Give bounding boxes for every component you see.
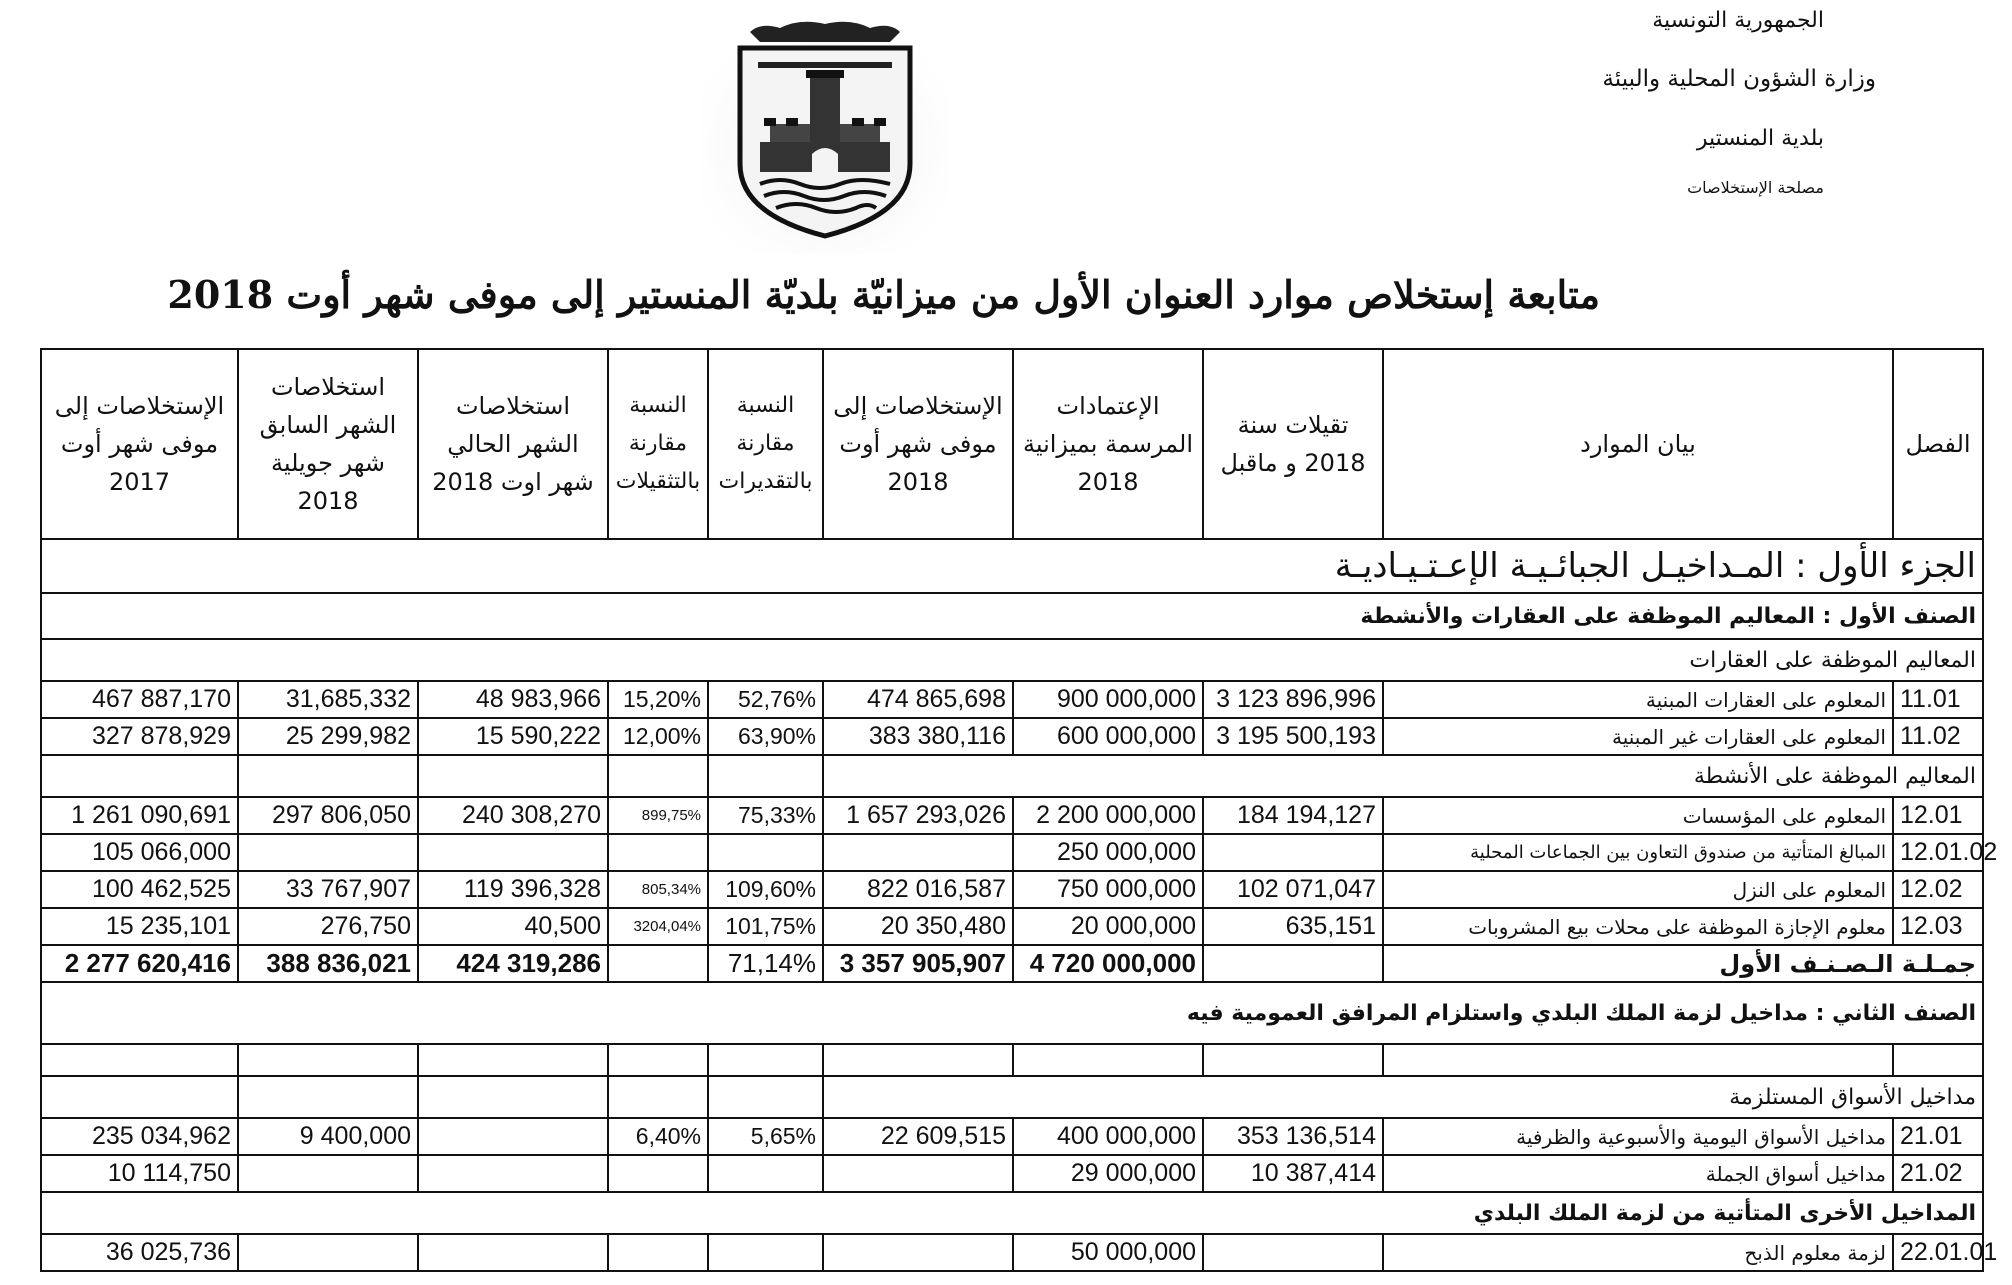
cell-appropriations: 600 000,000 [1013, 718, 1203, 755]
cell-previous-month: 9 400,000 [238, 1118, 418, 1155]
cell-current-month [418, 1155, 608, 1192]
category-one-heading: الصنف الأول : المعاليم الموظفة على العقارات والأنشطة [41, 593, 1983, 639]
table-header-row [41, 349, 1983, 539]
cell-description: مداخيل أسواق الجملة [1383, 1155, 1893, 1192]
col-previous-month: استخلاصات الشهر السابق شهر جويلية 2018 [238, 349, 418, 539]
cell-collected [823, 1234, 1013, 1271]
col-chapter: الفصل [1893, 349, 1983, 539]
col-appropriations: الإعتمادات المرسمة بميزانية 2018 [1013, 349, 1203, 539]
table-row [41, 1155, 1983, 1192]
header-ministry: وزارة الشؤون المحلية والبيئة [1602, 66, 1876, 92]
subsection-activities-heading: المعاليم الموظفة على الأنشطة [823, 755, 1983, 797]
blank-row [41, 1044, 1983, 1076]
cell-arrears: 102 071,047 [1203, 871, 1383, 908]
cell-previous-month [238, 1155, 418, 1192]
cell-collected: 822 016,587 [823, 871, 1013, 908]
cell-collected: 20 350,480 [823, 908, 1013, 945]
cell-total-current-month: 424 319,286 [418, 945, 608, 982]
cell-collected [823, 834, 1013, 871]
subsection-property-heading: المعاليم الموظفة على العقارات [41, 639, 1983, 681]
cell-ratio-arrears: 805,34% [608, 871, 708, 908]
cell-2017: 1 261 090,691 [41, 797, 238, 834]
cell-appropriations: 750 000,000 [1013, 871, 1203, 908]
cell-appropriations: 20 000,000 [1013, 908, 1203, 945]
cell-appropriations: 29 000,000 [1013, 1155, 1203, 1192]
cell-ratio-estimates [708, 1155, 823, 1192]
cell-description: معلوم الإجازة الموظفة على محلات بيع المشروبات [1383, 908, 1893, 945]
cell-previous-month [238, 834, 418, 871]
cell-code: 11.01 [1893, 681, 1983, 718]
col-ratio-arrears: النسبة مقارنة بالتثقيلات [608, 349, 708, 539]
cell-description: مداخيل الأسواق اليومية والأسبوعية والظرفية [1383, 1118, 1893, 1155]
table-row [41, 834, 1983, 871]
cell-2017: 10 114,750 [41, 1155, 238, 1192]
cell-current-month: 119 396,328 [418, 871, 608, 908]
category-one-row [41, 593, 1983, 639]
col-description: بيان الموارد [1383, 349, 1893, 539]
table-row [41, 1234, 1983, 1271]
cell-code: 12.03 [1893, 908, 1983, 945]
cell-previous-month: 276,750 [238, 908, 418, 945]
table-row [41, 718, 1983, 755]
cell-ratio-arrears [608, 834, 708, 871]
subsection-activities-row [41, 755, 1983, 797]
cell-total-2017: 2 277 620,416 [41, 945, 238, 982]
cell-appropriations: 250 000,000 [1013, 834, 1203, 871]
part-one-row [41, 539, 1983, 593]
cell-ratio-estimates [708, 1234, 823, 1271]
part-one-heading: الجزء الأول : المـداخيـل الجبائـيـة الإعـتـيـاديـة [41, 539, 1983, 593]
cell-current-month: 15 590,222 [418, 718, 608, 755]
col-current-month: استخلاصات الشهر الحالي شهر اوت 2018 [418, 349, 608, 539]
cell-2017: 105 066,000 [41, 834, 238, 871]
cell-code: 21.01 [1893, 1118, 1983, 1155]
cell-code: 11.02 [1893, 718, 1983, 755]
cell-previous-month [238, 1234, 418, 1271]
cell-ratio-estimates: 101,75% [708, 908, 823, 945]
cell-current-month [418, 1234, 608, 1271]
category-two-heading: الصنف الثاني : مداخيل لزمة الملك البلدي واستلزام المرافق العمومية فيه [41, 982, 1983, 1044]
cell-arrears: 3 123 896,996 [1203, 681, 1383, 718]
cell-collected: 383 380,116 [823, 718, 1013, 755]
cell-description: المعلوم على المؤسسات [1383, 797, 1893, 834]
header-municipality: بلدية المنستير [1696, 126, 1824, 151]
cell-description: المعلوم على النزل [1383, 871, 1893, 908]
cell-appropriations: 400 000,000 [1013, 1118, 1203, 1155]
cell-arrears [1203, 1234, 1383, 1271]
cell-arrears: 3 195 500,193 [1203, 718, 1383, 755]
cell-previous-month: 31,685,332 [238, 681, 418, 718]
table-row [41, 908, 1983, 945]
document-title: متابعة إستخلاص موارد العنوان الأول من ميزانيّة بلديّة المنستير إلى موفى شهر أوت 2018 [167, 272, 1600, 317]
cell-code: 12.01 [1893, 797, 1983, 834]
cell-collected: 474 865,698 [823, 681, 1013, 718]
cell-2017: 100 462,525 [41, 871, 238, 908]
cell-appropriations: 2 200 000,000 [1013, 797, 1203, 834]
col-collected-to-date: الإستخلاصات إلى موفى شهر أوت 2018 [823, 349, 1013, 539]
col-collected-2017: الإستخلاصات إلى موفى شهر أوت 2017 [41, 349, 238, 539]
cell-ratio-arrears [608, 1155, 708, 1192]
cell-ratio-arrears: 3204,04% [608, 908, 708, 945]
cell-description: المعلوم على العقارات غير المبنية [1383, 718, 1893, 755]
cell-ratio-estimates: 52,76% [708, 681, 823, 718]
cell-code: 12.01.02 [1893, 834, 1983, 871]
cell-collected [823, 1155, 1013, 1192]
cell-appropriations: 900 000,000 [1013, 681, 1203, 718]
budget-table [40, 348, 1998, 1272]
cell-previous-month: 297 806,050 [238, 797, 418, 834]
cell-description: لزمة معلوم الذبح [1383, 1234, 1893, 1271]
cell-ratio-estimates [708, 834, 823, 871]
cell-total-previous-month: 388 836,021 [238, 945, 418, 982]
cell-ratio-estimates: 63,90% [708, 718, 823, 755]
cell-current-month: 40,500 [418, 908, 608, 945]
table-row [41, 871, 1983, 908]
cell-ratio-arrears: 899,75% [608, 797, 708, 834]
cell-collected: 1 657 293,026 [823, 797, 1013, 834]
cell-code: 22.01.01 [1893, 1234, 1983, 1271]
cell-previous-month: 33 767,907 [238, 871, 418, 908]
cell-total-collected: 3 357 905,907 [823, 945, 1013, 982]
cell-arrears: 10 387,414 [1203, 1155, 1383, 1192]
cell-ratio-estimates: 5,65% [708, 1118, 823, 1155]
cell-2017: 15 235,101 [41, 908, 238, 945]
subsection-other-heading: المداخيل الأخرى المتأتية من لزمة الملك البلدي [41, 1192, 1983, 1234]
table-row [41, 1118, 1983, 1155]
col-arrears: تقيلات سنة 2018 و ماقبل [1203, 349, 1383, 539]
cell-total-appropriations: 4 720 000,000 [1013, 945, 1203, 982]
cell-total-ratio-estimates: 71,14% [708, 945, 823, 982]
cell-appropriations: 50 000,000 [1013, 1234, 1203, 1271]
cell-2017: 467 887,170 [41, 681, 238, 718]
cell-description: المبالغ المتأتية من صندوق التعاون بين الجماعات المحلية [1383, 834, 1893, 871]
cell-ratio-arrears: 6,40% [608, 1118, 708, 1155]
cell-arrears [1203, 834, 1383, 871]
cell-current-month [418, 834, 608, 871]
cell-description: المعلوم على العقارات المبنية [1383, 681, 1893, 718]
municipal-emblem-icon [700, 14, 950, 254]
table-row [41, 681, 1983, 718]
subsection-property-row [41, 639, 1983, 681]
cell-ratio-arrears: 12,00% [608, 718, 708, 755]
cell-current-month: 48 983,966 [418, 681, 608, 718]
cell-arrears: 184 194,127 [1203, 797, 1383, 834]
cell-ratio-estimates: 109,60% [708, 871, 823, 908]
cell-collected: 22 609,515 [823, 1118, 1013, 1155]
cell-ratio-arrears: 15,20% [608, 681, 708, 718]
table-row [41, 797, 1983, 834]
cell-current-month [418, 1118, 608, 1155]
subsection-other-row [41, 1192, 1983, 1234]
category-two-row [41, 982, 1983, 1044]
cell-arrears: 353 136,514 [1203, 1118, 1383, 1155]
cell-2017: 327 878,929 [41, 718, 238, 755]
cell-arrears: 635,151 [1203, 908, 1383, 945]
cell-total-label: جمـلـة الـصـنـف الأول [1383, 945, 1983, 982]
cell-ratio-estimates: 75,33% [708, 797, 823, 834]
total-category-one-row [41, 945, 1983, 982]
header-service: مصلحة الإستخلاصات [1687, 178, 1824, 197]
subsection-markets-heading: مداخيل الأسواق المستلزمة [823, 1076, 1983, 1118]
col-ratio-estimates: النسبة مقارنة بالتقديرات [708, 349, 823, 539]
cell-ratio-arrears [608, 1234, 708, 1271]
cell-2017: 36 025,736 [41, 1234, 238, 1271]
cell-previous-month: 25 299,982 [238, 718, 418, 755]
cell-code: 12.02 [1893, 871, 1983, 908]
header-country: الجمهورية التونسية [1652, 8, 1824, 33]
cell-2017: 235 034,962 [41, 1118, 238, 1155]
cell-current-month: 240 308,270 [418, 797, 608, 834]
cell-code: 21.02 [1893, 1155, 1983, 1192]
subsection-markets-row [41, 1076, 1983, 1118]
